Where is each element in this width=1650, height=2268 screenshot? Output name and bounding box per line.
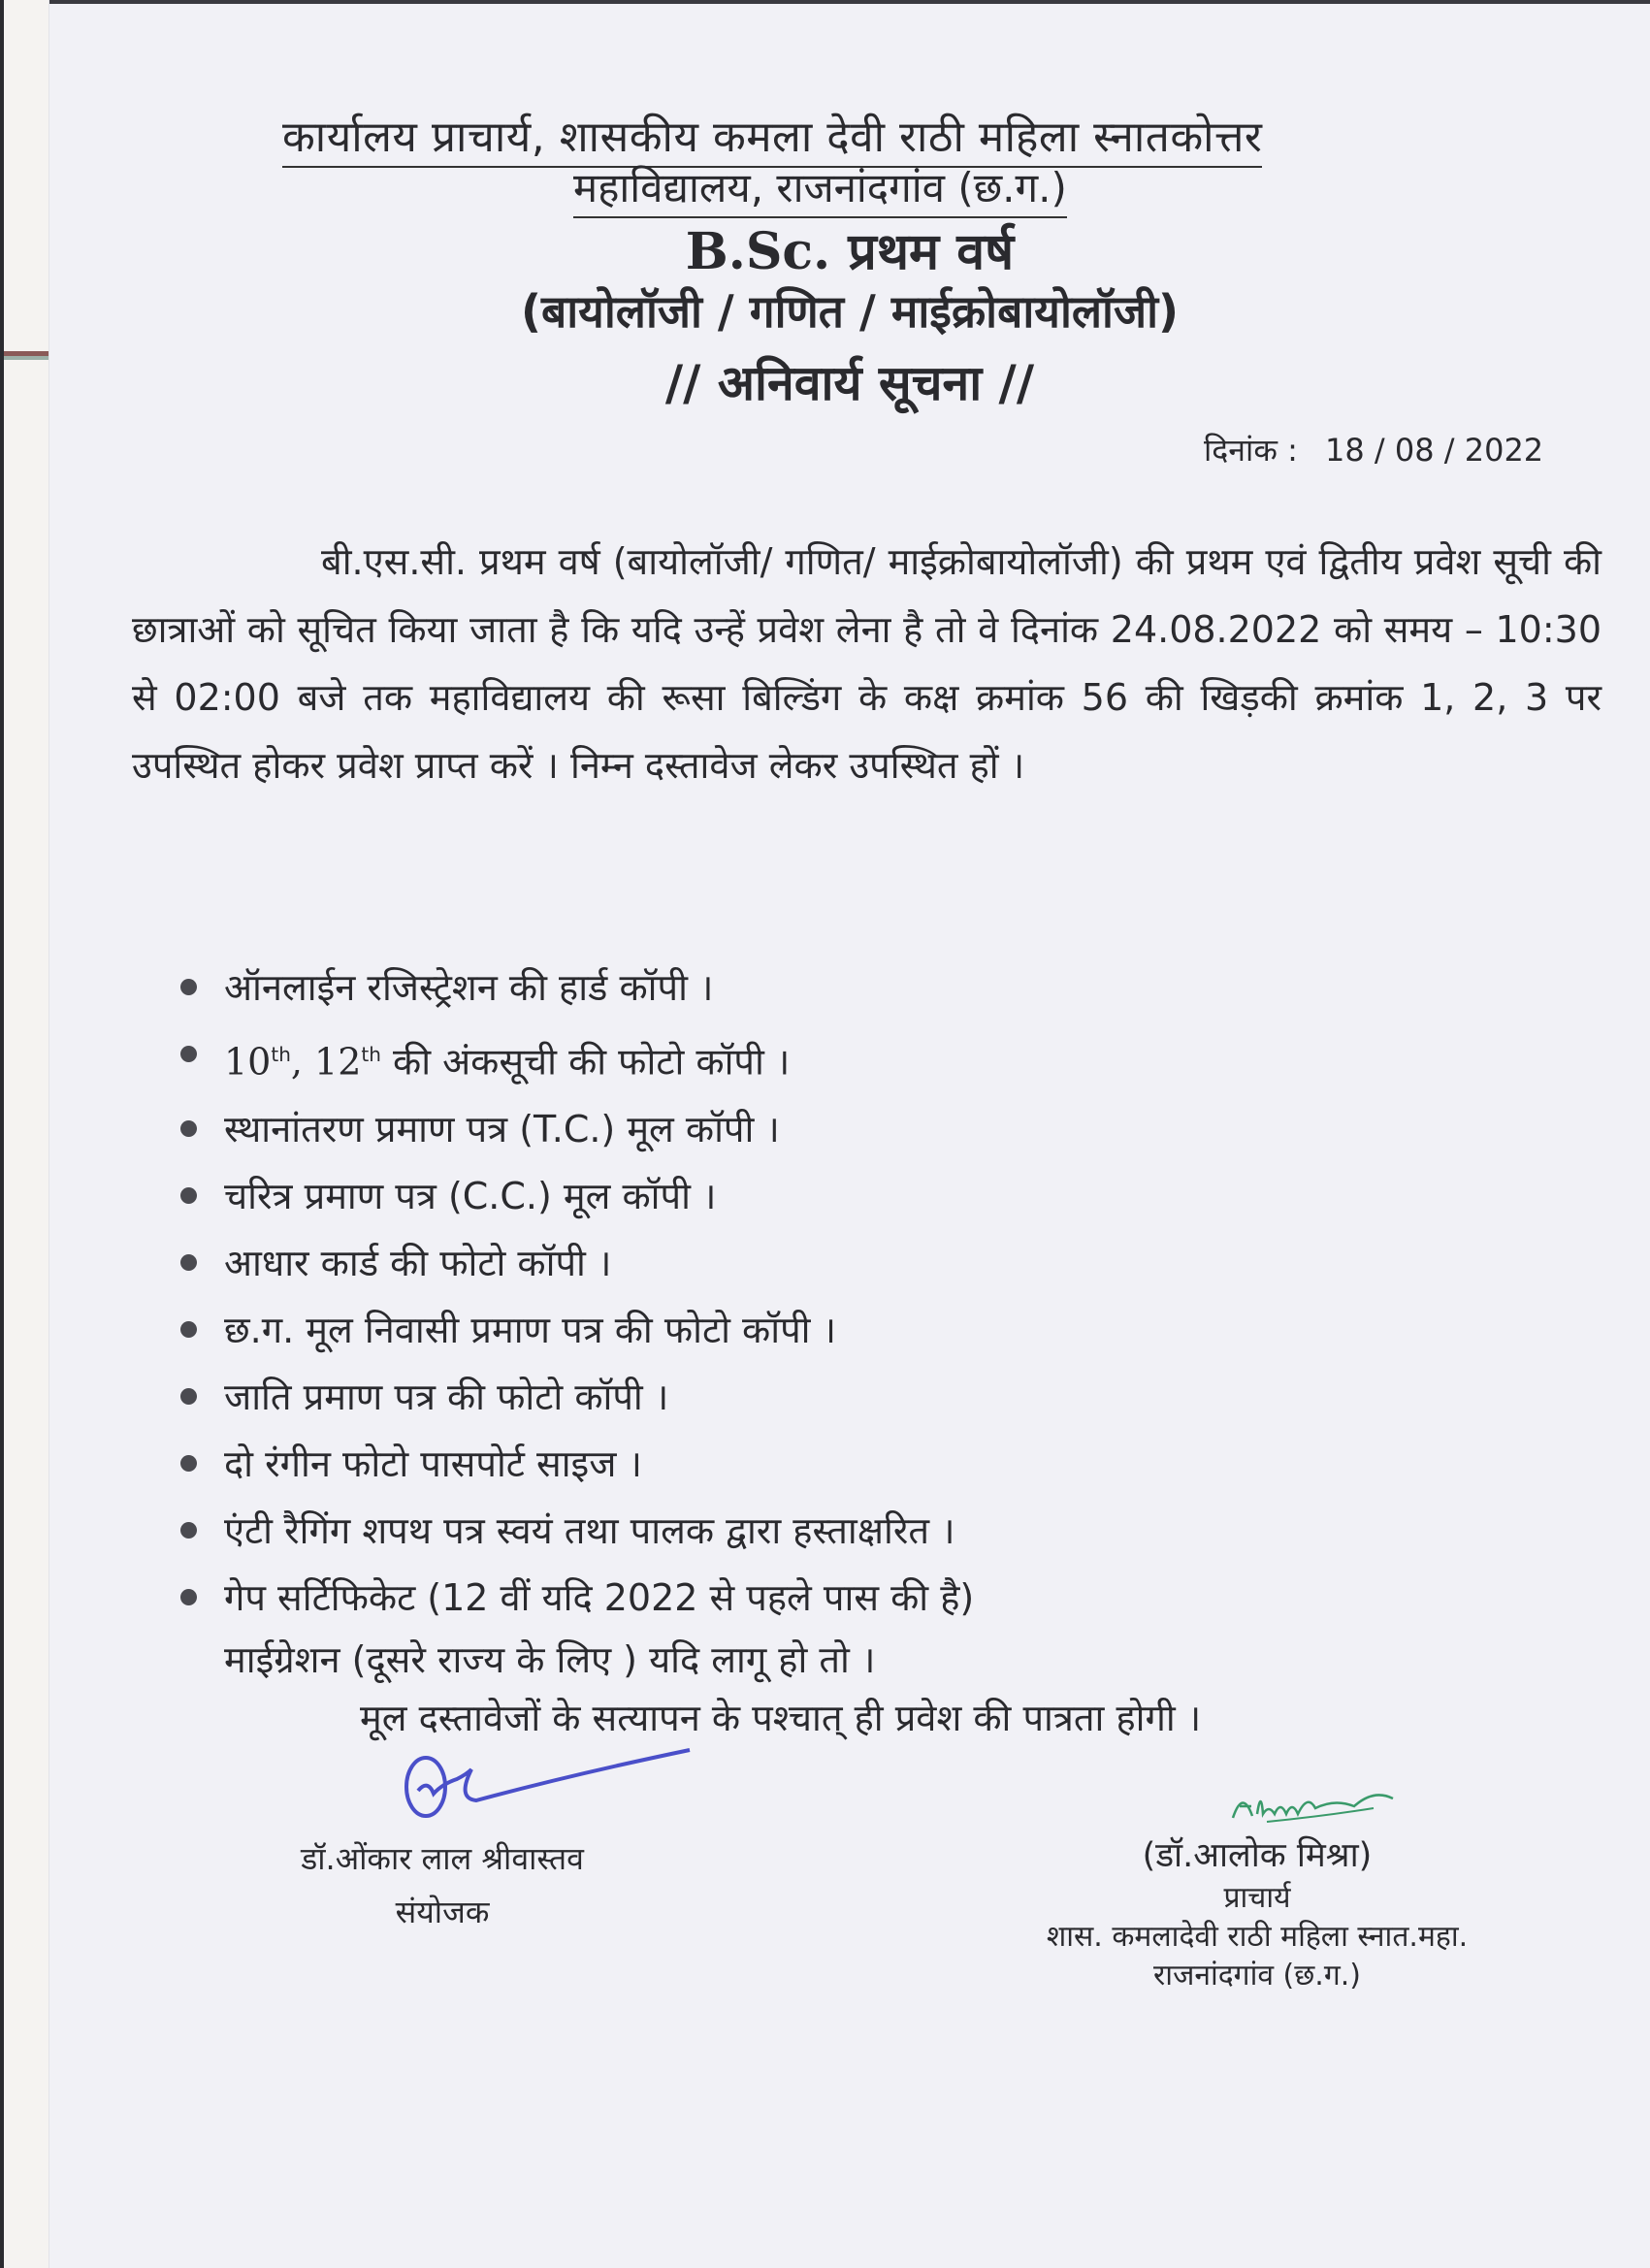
principal-designation: प्राचार्य bbox=[1223, 1881, 1291, 1915]
list-item: स्थानांतरण प्रमाण पत्र (T.C.) मूल कॉपी । bbox=[180, 1096, 974, 1163]
fold-band-2 bbox=[4, 356, 49, 360]
documents-list bbox=[180, 955, 974, 1688]
bullet-icon bbox=[180, 1522, 197, 1539]
bullet-icon bbox=[180, 1046, 197, 1062]
bullet-icon bbox=[180, 1589, 197, 1605]
coordinator-block bbox=[239, 1832, 646, 1939]
course-title: B.Sc. प्रथम वर्ष bbox=[685, 222, 1015, 281]
list-item: एंटी रैगिंग शपथ पत्र स्वयं तथा पालक द्वारा हस्ताक्षरित । bbox=[180, 1498, 974, 1565]
list-item: गेप सर्टिफिकेट (12 वीं यदि 2022 से पहले पास की है) bbox=[180, 1565, 974, 1632]
date-value: 18 / 08 / 2022 bbox=[1325, 432, 1544, 469]
bullet-icon bbox=[180, 1455, 197, 1472]
subjects-title: (बायोलॉजी / गणित / माईक्रोबायोलॉजी) bbox=[520, 285, 1180, 338]
bullet-icon bbox=[180, 1187, 197, 1204]
date-label: दिनांक : bbox=[1204, 432, 1298, 469]
list-item: जाति प्रमाण पत्र की फोटो कॉपी । bbox=[180, 1364, 974, 1431]
principal-city: राजनांदगांव (छ.ग.) bbox=[1153, 1959, 1361, 1993]
list-item: चरित्र प्रमाण पत्र (C.C.) मूल कॉपी । bbox=[180, 1163, 974, 1230]
principal-signature-icon bbox=[1228, 1779, 1412, 1828]
notice-date bbox=[1204, 429, 1543, 470]
notice-page bbox=[49, 4, 1650, 2268]
paper-fold-strip bbox=[4, 0, 49, 2268]
list-item: छ.ग. मूल निवासी प्रमाण पत्र की फोटो कॉपी । bbox=[180, 1297, 974, 1364]
bullet-icon bbox=[180, 1321, 197, 1338]
principal-name: (डॉ.आलोक मिश्रा) bbox=[1142, 1836, 1373, 1875]
list-item: ऑनलाईन रजिस्ट्रेशन की हार्ड कॉपी । bbox=[180, 955, 974, 1021]
final-note: मूल दस्तावेजों के सत्यापन के पश्चात् ही प्रवेश की पात्रता होगी । bbox=[360, 1697, 1202, 1739]
principal-institution: शास. कमलादेवी राठी महिला स्नात.महा. bbox=[1046, 1920, 1469, 1954]
coordinator-signature-icon bbox=[399, 1740, 709, 1828]
principal-block bbox=[981, 1832, 1534, 1995]
bullet-icon bbox=[180, 1120, 197, 1137]
list-item-continuation: माईग्रेशन (दूसरे राज्य के लिए ) यदि लागू हो तो । bbox=[224, 1637, 876, 1681]
list-item: 10th, 12th की अंकसूची की फोटो कॉपी । bbox=[180, 1021, 974, 1096]
notice-heading: // अनिवार्य सूचना // bbox=[664, 355, 1035, 411]
list-item: दो रंगीन फोटो पासपोर्ट साइज । bbox=[180, 1431, 974, 1498]
bullet-icon bbox=[180, 979, 197, 995]
bullet-icon bbox=[180, 1388, 197, 1405]
office-header-line1: कार्यालय प्राचार्य, शासकीय कमला देवी राठी महिला स्नातकोत्तर bbox=[282, 106, 1262, 168]
list-item: आधार कार्ड की फोटो कॉपी । bbox=[180, 1230, 974, 1297]
bullet-icon bbox=[180, 1254, 197, 1271]
coordinator-name: डॉ.ओंकार लाल श्रीवास्तव bbox=[301, 1840, 584, 1877]
coordinator-designation: संयोजक bbox=[395, 1894, 490, 1930]
office-header-line2: महाविद्यालय, राजनांदगांव (छ.ग.) bbox=[573, 159, 1067, 218]
notice-paragraph: बी.एस.सी. प्रथम वर्ष (बायोलॉजी/ गणित/ माईक्रोबायोलॉजी) की प्रथम एवं द्वितीय प्रवेश सूची की छात्राओं को सूचित किया जाता है कि यदि उन्हें प्रवेश लेना है तो वे दिनांक 24.08.2022 को समय – 10:30 से 02:00 बजे तक महाविद्यालय की रूसा बिल्डिंग के कक्ष क्रमांक 56 की खिड़की क्रमांक 1, 2, 3 पर उपस्थित होकर प्रवेश प्राप्त करें । निम्न दस्तावेज लेकर उपस्थित हों । bbox=[132, 540, 1601, 787]
